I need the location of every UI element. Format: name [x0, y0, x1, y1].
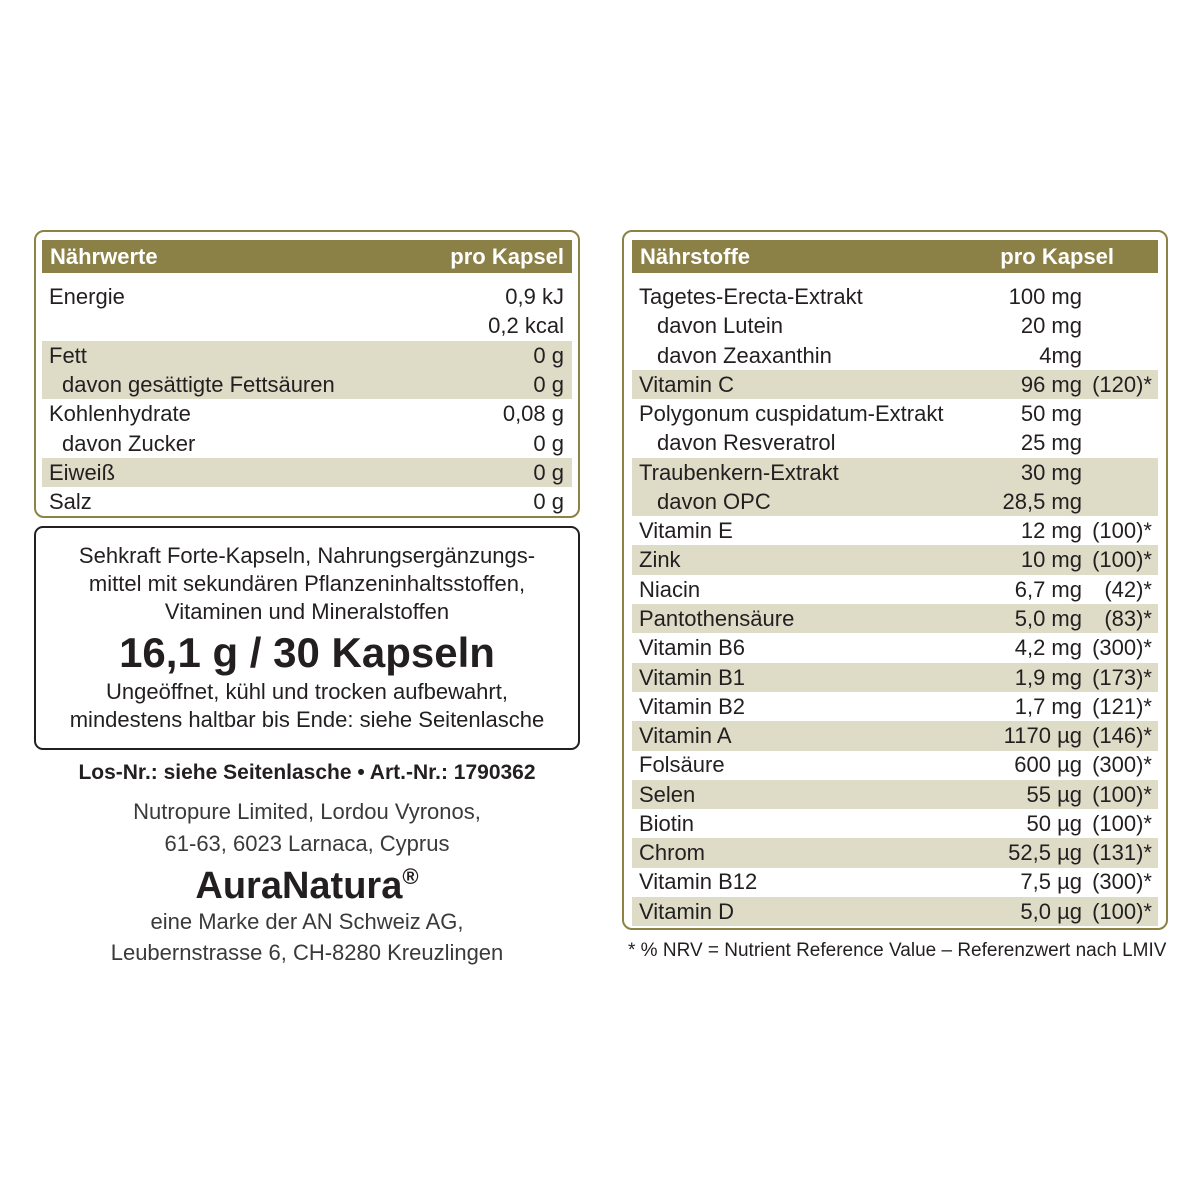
nutrients-header-value: pro Kapsel: [1000, 243, 1114, 269]
product-description: [36, 542, 578, 626]
nutrients-panel: [622, 230, 1168, 930]
brand-owner-line: eine Marke der AN Schweiz AG,: [150, 909, 464, 934]
nutrient-row-name: Pantothensäure: [639, 605, 795, 631]
nutrient-row-amount: 50 µg: [1026, 810, 1082, 836]
nutrients-header: [632, 240, 1158, 273]
nutrient-row: [632, 575, 1158, 605]
nutrient-row-name: Vitamin A: [639, 723, 732, 749]
nutrient-row: [632, 750, 1158, 780]
nutrient-row-amount: 52,5 µg: [1008, 840, 1082, 866]
nutrient-row-nrv: (120)*: [1092, 371, 1152, 397]
nutrient-row-name: Vitamin B12: [639, 869, 758, 895]
nutrition-values-header: [42, 240, 572, 273]
nutrition-values-panel: [34, 230, 580, 518]
nutrition-header-value: pro Kapsel: [450, 243, 564, 269]
nutrient-row-name: Vitamin B6: [639, 635, 745, 661]
brand-owner-address: [34, 906, 580, 968]
nutrient-row-name: Vitamin D: [639, 898, 734, 924]
nutrition-row-value: 0 g: [533, 489, 564, 515]
nutrition-row-name: Kohlenhydrate: [49, 401, 191, 427]
nutrition-row: [42, 487, 572, 517]
nutrition-row-name: davon Zucker: [62, 430, 196, 456]
nutrient-row: [632, 282, 1158, 312]
nutrient-row-nrv: (100)*: [1092, 518, 1152, 544]
nutrition-row-name: davon gesättigte Fettsäuren: [62, 371, 335, 397]
nutrient-row: [632, 838, 1158, 868]
brand-name-text: AuraNatura: [195, 865, 403, 907]
nutrition-header-name: Nährwerte: [50, 243, 158, 269]
product-info-box: [34, 526, 580, 750]
nutrition-row: [42, 282, 572, 312]
nutrition-row: [42, 399, 572, 429]
nutrient-row: [632, 809, 1158, 839]
nutrient-row-amount: 96 mg: [1020, 371, 1082, 397]
nutrient-row-amount: 12 mg: [1020, 518, 1082, 544]
product-quantity: 16,1 g / 30 Kapseln: [119, 629, 495, 676]
nutrient-row-amount: 28,5 mg: [1002, 488, 1082, 514]
nutrient-row-name: davon Lutein: [657, 313, 783, 339]
nutrition-row-name: Energie: [49, 284, 125, 309]
nutrient-row-nrv: (300)*: [1092, 752, 1152, 778]
nutrient-row-nrv: (300)*: [1092, 869, 1152, 895]
nutrient-row-amount: 600 µg: [1014, 752, 1082, 778]
nutrient-row-name: Traubenkern-Extrakt: [639, 459, 839, 485]
nutrition-row-name: Eiweiß: [49, 459, 116, 485]
nutrition-row-name: Salz: [49, 489, 92, 515]
nutrient-row-amount: 5,0 mg: [1014, 605, 1082, 631]
nutrient-row-amount: 4,2 mg: [1014, 635, 1082, 661]
nutrient-row-name: Polygonum cuspidatum-Extrakt: [639, 401, 944, 427]
nutrient-row: [632, 721, 1158, 751]
lot-article-number: Los-Nr.: siehe Seitenlasche • Art.-Nr.: 1790362: [78, 761, 536, 784]
nutrient-row-amount: 50 mg: [1020, 401, 1082, 427]
nutrition-row: [42, 370, 572, 400]
nutrition-row: [42, 458, 572, 488]
nutrient-row: [632, 428, 1158, 458]
nutrients-header-name: Nährstoffe: [640, 243, 751, 269]
nutrient-row-amount: 100 mg: [1008, 284, 1082, 309]
nutrient-row-name: Chrom: [639, 840, 706, 866]
nutrient-row: [632, 370, 1158, 400]
nutrient-row-amount: 4mg: [1039, 342, 1082, 368]
registered-mark: ®: [402, 864, 419, 889]
product-description-line: Sehkraft Forte-Kapseln, Nahrungsergänzungs-: [78, 543, 536, 568]
nutrient-row-amount: 1170 µg: [1003, 723, 1082, 749]
nutrition-row-value: 0,2 kcal: [488, 313, 564, 339]
nutrient-row-amount: 30 mg: [1020, 459, 1082, 485]
nutrient-row-name: Vitamin C: [639, 371, 734, 397]
nutrient-row-name: Vitamin B2: [639, 693, 745, 719]
storage-line: Ungeöffnet, kühl und trocken aufbewahrt,: [106, 679, 508, 704]
manufacturer-address: [34, 796, 580, 860]
nutrient-row-nrv: (300)*: [1092, 635, 1152, 661]
nutrient-row-name: Selen: [639, 781, 696, 807]
product-description-line: mittel mit sekundären Pflanzeninhaltsstoffen,: [88, 571, 526, 596]
nutrient-row: [632, 604, 1158, 634]
nutrient-row-amount: 6,7 mg: [1014, 576, 1082, 602]
manufacturer-line: 61-63, 6023 Larnaca, Cyprus: [164, 831, 450, 856]
nutrition-row-value: 0 g: [533, 459, 564, 485]
nutrient-row-nrv: (121)*: [1092, 693, 1152, 719]
nutrient-row-amount: 5,0 µg: [1020, 898, 1082, 924]
nutrient-row-name: davon OPC: [657, 488, 771, 514]
nutrition-row-value: 0 g: [533, 430, 564, 456]
nutrition-row-value: 0 g: [533, 371, 564, 397]
nutrient-row-nrv: (173)*: [1092, 664, 1152, 690]
nutrition-row-value: 0,08 g: [502, 401, 564, 427]
nutrient-row-name: Vitamin E: [639, 518, 733, 544]
nutrient-row: [632, 487, 1158, 517]
nutrient-row-name: Tagetes-Erecta-Extrakt: [639, 284, 863, 309]
manufacturer-line: Nutropure Limited, Lordou Vyronos,: [133, 799, 481, 824]
nutrient-row-name: Biotin: [639, 810, 695, 836]
nutrient-row: [632, 867, 1158, 897]
nutrient-row-nrv: (100)*: [1092, 547, 1152, 573]
nutrient-row: [632, 692, 1158, 722]
product-description-line: Vitaminen und Mineralstoffen: [164, 599, 450, 624]
nutrient-row-nrv: (146)*: [1092, 723, 1152, 749]
nutrient-row-nrv: (131)*: [1092, 840, 1152, 866]
nutrient-row-name: Vitamin B1: [639, 664, 745, 690]
nutrient-row-name: Niacin: [639, 576, 701, 602]
brand-name: [34, 862, 580, 910]
nutrient-row-amount: 10 mg: [1020, 547, 1082, 573]
nutrient-row-nrv: (100)*: [1092, 781, 1152, 807]
nutrient-row-nrv: (42)*: [1104, 576, 1152, 602]
storage-instructions: [36, 678, 578, 734]
nutrition-row: [42, 311, 572, 341]
nutrient-row-nrv: (100)*: [1092, 898, 1152, 924]
nutrient-row-name: davon Zeaxanthin: [657, 342, 832, 368]
nutrient-row: [632, 516, 1158, 546]
storage-line: mindestens haltbar bis Ende: siehe Seitenlasche: [69, 707, 545, 732]
nutrient-row-amount: 20 mg: [1020, 313, 1082, 339]
nutrient-row-amount: 25 mg: [1020, 430, 1082, 456]
nutrient-row: [632, 897, 1158, 927]
nutrient-row: [632, 399, 1158, 429]
nutrient-row: [632, 458, 1158, 488]
nutrition-row: [42, 429, 572, 459]
nutrition-row: [42, 341, 572, 371]
nutrient-row-amount: 7,5 µg: [1020, 869, 1082, 895]
nutrient-row-name: Zink: [639, 547, 681, 573]
nutrient-row: [632, 311, 1158, 341]
nrv-footnote: * % NRV = Nutrient Reference Value – Referenzwert nach LMIV: [628, 940, 1167, 961]
nutrient-row-amount: 55 µg: [1026, 781, 1082, 807]
brand-owner-line: Leubernstrasse 6, CH-8280 Kreuzlingen: [110, 940, 504, 965]
nutrient-row-nrv: (100)*: [1092, 810, 1152, 836]
nutrient-row-amount: 1,7 mg: [1014, 693, 1082, 719]
nutrient-row-name: davon Resveratrol: [657, 430, 836, 456]
nutrient-row-amount: 1,9 mg: [1014, 664, 1082, 690]
nutrient-row-nrv: (83)*: [1104, 605, 1152, 631]
nutrition-row-name: Fett: [49, 342, 87, 368]
nutrient-row: [632, 663, 1158, 693]
nutrient-row: [632, 341, 1158, 371]
nutrition-row-value: 0,9 kJ: [505, 284, 564, 309]
nutrition-row-value: 0 g: [533, 342, 564, 368]
nutrient-row: [632, 633, 1158, 663]
nutrient-row: [632, 780, 1158, 810]
nutrient-row: [632, 545, 1158, 575]
nutrient-row-name: Folsäure: [639, 752, 725, 778]
